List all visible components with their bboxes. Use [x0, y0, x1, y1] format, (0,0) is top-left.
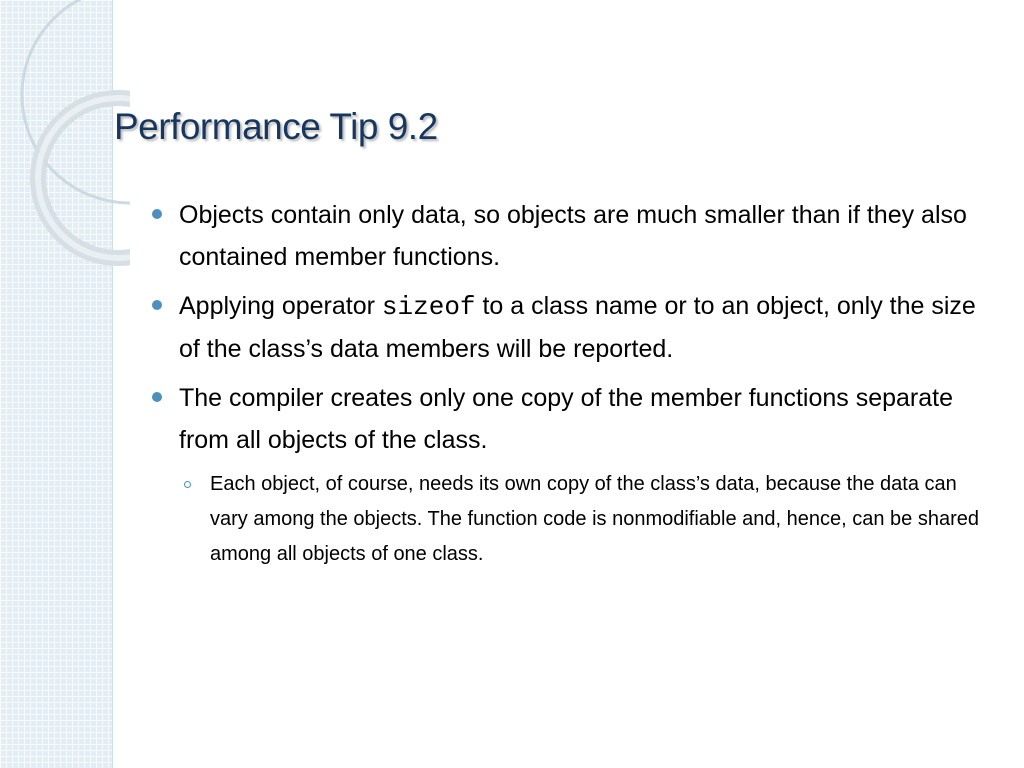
bullet-item-1 — [150, 194, 980, 278]
bullet-list — [150, 194, 980, 572]
bullet-dot-icon — [152, 300, 162, 310]
slide-content — [150, 194, 980, 579]
bullet-text-before: Applying operator — [179, 292, 382, 320]
bullet-text: The compiler creates only one copy of the member functions separate from all objects of the class. — [179, 384, 954, 454]
bullet-item-2 — [150, 285, 980, 370]
bullet-dot-icon — [152, 209, 162, 219]
bullet-item-3 — [150, 377, 980, 572]
code-sizeof: sizeof — [381, 292, 476, 322]
sub-bullet-item-1 — [179, 467, 980, 572]
sub-bullet-text: Each object, of course, needs its own copy of the class’s data, because the data can vary among the objects. The function code is nonmodifiable and, hence, can be shared among all objects of one class. — [210, 473, 980, 565]
decorative-circles — [0, 0, 130, 300]
hollow-circle-bullet-icon — [184, 481, 191, 488]
bullet-text: Objects contain only data, so objects are much smaller than if they also contained member functions. — [179, 201, 967, 271]
sub-bullet-list — [179, 467, 980, 572]
slide-title: Performance Tip 9.2 — [114, 106, 438, 147]
bullet-dot-icon — [152, 392, 162, 402]
bullet-text-after: to a class name or to an object, only the size of the class’s data members will be reported. — [179, 292, 976, 363]
